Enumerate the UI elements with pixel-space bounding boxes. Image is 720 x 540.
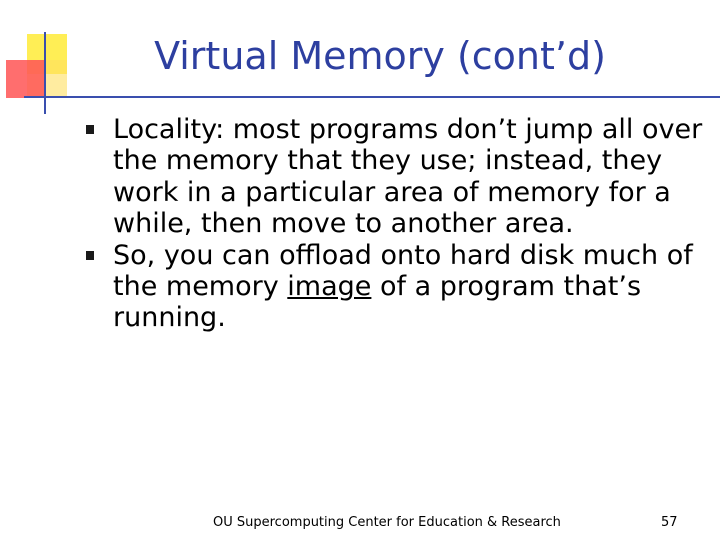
slide-title: Virtual Memory (cont’d): [154, 34, 606, 78]
bullet-text-end: of a program that’s running.: [113, 271, 642, 334]
decor-vertical-line: [44, 32, 46, 114]
title-underline: [24, 96, 720, 98]
page-number: 57: [661, 515, 678, 530]
bullet-list: [86, 114, 706, 334]
bullet-item-locality: [86, 114, 706, 240]
bullet-underlined-word: image: [287, 271, 372, 303]
bullet-item-offload: [86, 240, 706, 334]
bullet-text: Locality: most programs don’t jump all over the memory that they use; instead, they work in a particular area of memory for a while, then move to another area.: [113, 114, 703, 240]
decor-square-red: [6, 60, 44, 98]
bullet-text-start: So, you can offload onto hard disk much of the memory: [113, 239, 693, 303]
square-bullet-icon: [86, 125, 94, 134]
square-bullet-icon: [86, 251, 94, 260]
slide-footer: OU Supercomputing Center for Education & Research: [213, 515, 561, 530]
